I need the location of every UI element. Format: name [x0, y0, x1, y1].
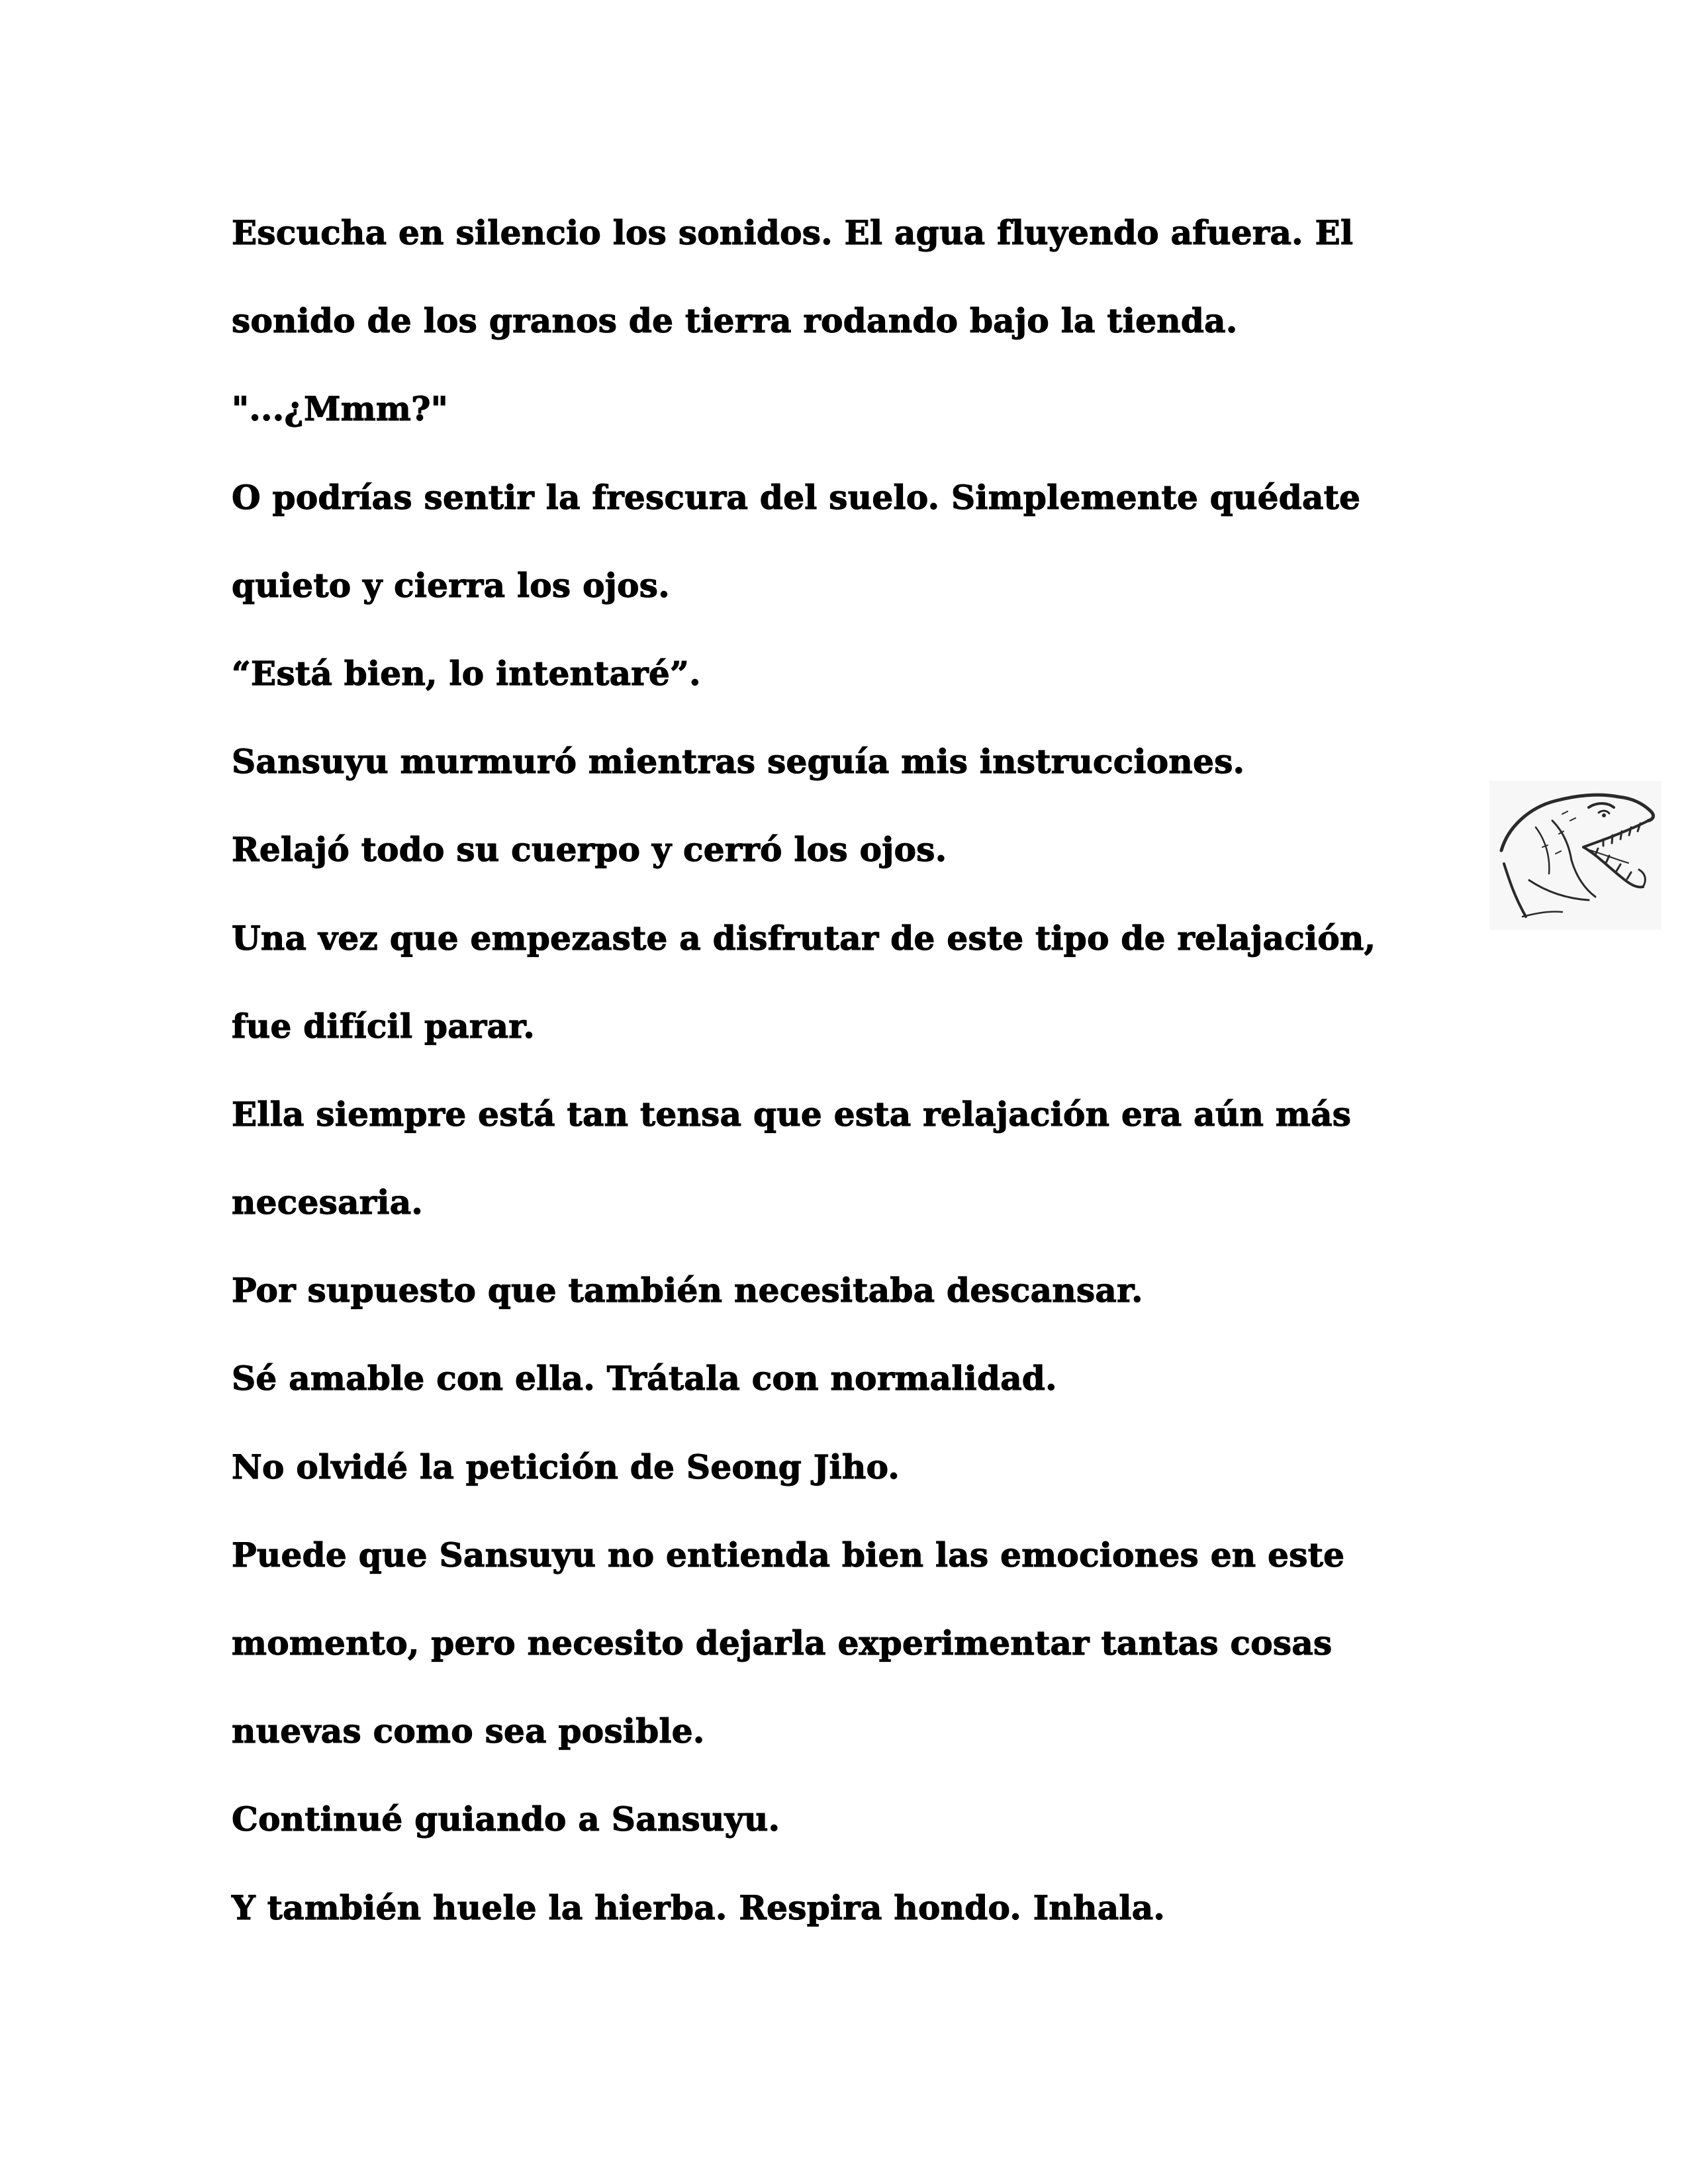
text-line: Escucha en silencio los sonidos. El agua fluyendo afuera. El	[232, 213, 1354, 252]
text-line: Una vez que empezaste a disfrutar de este tipo de relajación,	[232, 918, 1376, 958]
text-line: momento, pero necesito dejarla experimentar tantas cosas	[232, 1623, 1333, 1662]
dinosaur-head-sketch-icon	[1489, 781, 1662, 930]
text-line: sonido de los granos de tierra rodando bajo la tienda.	[232, 301, 1238, 341]
text-line: nuevas como sea posible.	[232, 1711, 705, 1751]
text-line: Relajó todo su cuerpo y cerró los ojos.	[232, 830, 947, 870]
text-line: fue difícil parar.	[232, 1006, 536, 1046]
text-line: "...¿Mmm?"	[232, 389, 449, 429]
text-line: Puede que Sansuyu no entienda bien las emociones en este	[232, 1535, 1345, 1574]
text-line: O podrías sentir la frescura del suelo. Simplemente quédate	[232, 477, 1361, 517]
text-line: necesaria.	[232, 1183, 424, 1222]
text-line: Continué guiando a Sansuyu.	[232, 1799, 780, 1839]
text-line: Por supuesto que también necesitaba descansar.	[232, 1271, 1143, 1310]
body-text	[232, 189, 1489, 1952]
text-line: Ella siempre está tan tensa que esta relajación era aún más	[232, 1094, 1352, 1134]
text-line: quieto y cierra los ojos.	[232, 565, 670, 605]
text-line: Sé amable con ella. Trátala con normalidad.	[232, 1359, 1057, 1398]
text-line: Sansuyu murmuró mientras seguía mis instrucciones.	[232, 742, 1245, 782]
text-line: No olvidé la petición de Seong Jiho.	[232, 1447, 900, 1486]
text-line: “Está bien, lo intentaré”.	[232, 653, 701, 693]
text-line: Y también huele la hierba. Respira hondo. Inhala.	[232, 1888, 1166, 1927]
